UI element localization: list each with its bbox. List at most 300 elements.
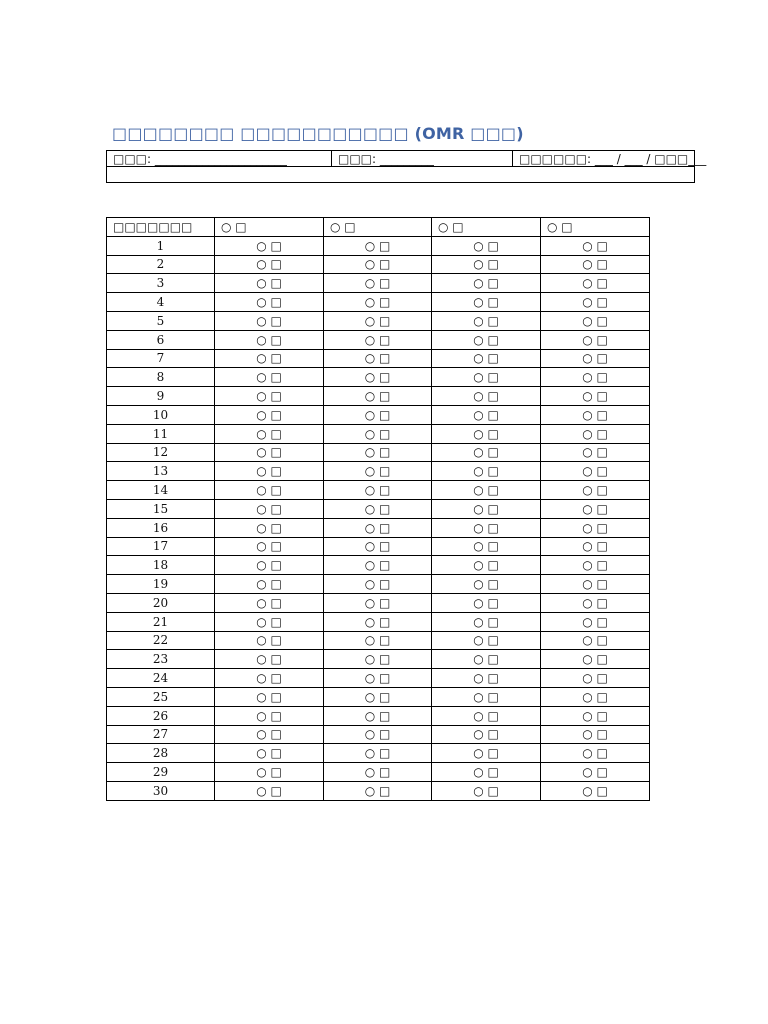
bubble-circle: ○ □ bbox=[582, 370, 608, 385]
bubble-circle: ○ □ bbox=[256, 332, 282, 347]
bubble-circle: ○ □ bbox=[256, 483, 282, 498]
bubble-circle: ○ □ bbox=[582, 595, 608, 610]
answer-bubble-option-1[interactable] bbox=[215, 499, 324, 518]
info-empty-row bbox=[107, 167, 695, 183]
table-row bbox=[107, 650, 650, 669]
grid-header-row bbox=[107, 218, 650, 237]
bubble-circle: ○ □ bbox=[582, 727, 608, 742]
bubble-circle: ○ □ bbox=[364, 746, 391, 761]
question-number: 7 bbox=[107, 349, 215, 368]
answer-bubble-option-3[interactable] bbox=[432, 236, 541, 255]
answer-bubble-option-4[interactable] bbox=[541, 349, 650, 368]
answer-bubble-option-4[interactable] bbox=[541, 255, 650, 274]
bubble-circle: ○ □ bbox=[256, 539, 282, 554]
answer-bubble-option-1[interactable] bbox=[215, 387, 324, 406]
bubble-circle: ○ □ bbox=[473, 727, 499, 742]
table-row bbox=[107, 424, 650, 443]
table-row bbox=[107, 669, 650, 688]
table-row bbox=[107, 593, 650, 612]
answer-bubble-option-1[interactable] bbox=[215, 537, 324, 556]
answer-bubble-option-1[interactable] bbox=[215, 274, 324, 293]
question-number: 24 bbox=[107, 669, 215, 688]
bubble-circle: ○ □ bbox=[582, 276, 608, 291]
question-number: 16 bbox=[107, 518, 215, 537]
answer-bubble-option-2[interactable] bbox=[324, 706, 432, 725]
bubble-circle: ○ □ bbox=[473, 370, 499, 385]
answer-bubble-option-2[interactable] bbox=[324, 612, 432, 631]
answer-bubble-option-1[interactable] bbox=[215, 575, 324, 594]
question-number: 13 bbox=[107, 462, 215, 481]
bubble-circle: ○ □ bbox=[473, 501, 499, 516]
answer-bubble-option-4[interactable] bbox=[541, 499, 650, 518]
answer-bubble-option-2[interactable] bbox=[324, 349, 432, 368]
answer-bubble-option-3[interactable] bbox=[432, 763, 541, 782]
bubble-circle: ○ □ bbox=[473, 238, 499, 253]
table-row bbox=[107, 349, 650, 368]
bubble-circle: ○ □ bbox=[256, 708, 282, 723]
answer-bubble-option-1[interactable] bbox=[215, 330, 324, 349]
table-row bbox=[107, 537, 650, 556]
answer-bubble-option-3[interactable] bbox=[432, 349, 541, 368]
answer-bubble-option-2[interactable] bbox=[324, 405, 432, 424]
answer-bubble-option-4[interactable] bbox=[541, 274, 650, 293]
name-blank: ______________________ bbox=[154, 151, 287, 166]
answer-bubble-option-3[interactable] bbox=[432, 744, 541, 763]
bubble-circle: ○ □ bbox=[582, 558, 608, 573]
bubble-circle: ○ □ bbox=[582, 332, 608, 347]
bubble-circle: ○ □ bbox=[582, 389, 608, 404]
answer-bubble-option-3[interactable] bbox=[432, 612, 541, 631]
bubble-circle: ○ □ bbox=[364, 332, 391, 347]
bubble-circle: ○ □ bbox=[364, 257, 391, 272]
answer-bubble-option-1[interactable] bbox=[215, 293, 324, 312]
question-number: 3 bbox=[107, 274, 215, 293]
bubble-circle: ○ □ bbox=[473, 765, 499, 779]
bubble-circle: ○ □ bbox=[364, 238, 391, 253]
bubble-circle: ○ □ bbox=[364, 370, 391, 385]
question-number: 21 bbox=[107, 612, 215, 631]
option-header-1: ○ □ bbox=[215, 218, 324, 237]
answer-bubble-option-3[interactable] bbox=[432, 575, 541, 594]
answer-bubble-option-4[interactable] bbox=[541, 612, 650, 631]
class-label: □□□: bbox=[338, 151, 377, 166]
bubble-circle: ○ □ bbox=[582, 445, 608, 460]
answer-bubble-option-2[interactable] bbox=[324, 330, 432, 349]
answer-bubble-option-4[interactable] bbox=[541, 518, 650, 537]
answer-bubble-option-4[interactable] bbox=[541, 781, 650, 800]
answer-bubble-option-1[interactable] bbox=[215, 349, 324, 368]
answer-bubble-option-2[interactable] bbox=[324, 537, 432, 556]
bubble-circle: ○ □ bbox=[256, 445, 282, 460]
answer-bubble-option-3[interactable] bbox=[432, 255, 541, 274]
question-number: 12 bbox=[107, 443, 215, 462]
bubble-circle: ○ □ bbox=[364, 295, 391, 310]
bubble-circle: ○ □ bbox=[582, 652, 608, 667]
answer-bubble-option-3[interactable] bbox=[432, 593, 541, 612]
question-number: 19 bbox=[107, 575, 215, 594]
answer-bubble-option-2[interactable] bbox=[324, 443, 432, 462]
answer-bubble-option-2[interactable] bbox=[324, 650, 432, 669]
question-number: 14 bbox=[107, 481, 215, 500]
bubble-circle: ○ □ bbox=[364, 445, 391, 460]
answer-bubble-option-1[interactable] bbox=[215, 593, 324, 612]
bubble-circle: ○ □ bbox=[364, 577, 391, 592]
bubble-circle: ○ □ bbox=[473, 558, 499, 573]
answer-bubble-option-1[interactable] bbox=[215, 669, 324, 688]
question-number: 29 bbox=[107, 763, 215, 782]
bubble-circle: ○ □ bbox=[364, 520, 391, 535]
bubble-circle: ○ □ bbox=[364, 783, 391, 798]
answer-bubble-option-1[interactable] bbox=[215, 706, 324, 725]
table-row bbox=[107, 387, 650, 406]
bubble-circle: ○ □ bbox=[473, 445, 499, 460]
answer-bubble-option-3[interactable] bbox=[432, 424, 541, 443]
table-row bbox=[107, 330, 650, 349]
answer-bubble-option-2[interactable] bbox=[324, 556, 432, 575]
bubble-circle: ○ □ bbox=[256, 727, 282, 742]
table-row bbox=[107, 462, 650, 481]
answer-bubble-option-2[interactable] bbox=[324, 424, 432, 443]
answer-bubble-option-2[interactable] bbox=[324, 631, 432, 650]
bubble-circle: ○ □ bbox=[473, 295, 499, 310]
bubble-circle: ○ □ bbox=[473, 783, 499, 798]
answer-bubble-option-3[interactable] bbox=[432, 725, 541, 744]
question-number: 1 bbox=[107, 236, 215, 255]
bubble-circle: ○ □ bbox=[256, 633, 282, 648]
question-number: 11 bbox=[107, 424, 215, 443]
answer-bubble-option-2[interactable] bbox=[324, 763, 432, 782]
answer-bubble-option-2[interactable] bbox=[324, 255, 432, 274]
bubble-circle: ○ □ bbox=[256, 577, 282, 592]
table-row bbox=[107, 481, 650, 500]
answer-bubble-option-3[interactable] bbox=[432, 368, 541, 387]
bubble-circle: ○ □ bbox=[582, 238, 608, 253]
bubble-circle: ○ □ bbox=[582, 295, 608, 310]
answer-bubble-option-3[interactable] bbox=[432, 405, 541, 424]
answer-bubble-option-4[interactable] bbox=[541, 481, 650, 500]
answer-bubble-option-2[interactable] bbox=[324, 499, 432, 518]
bubble-circle: ○ □ bbox=[473, 426, 499, 441]
answer-bubble-option-3[interactable] bbox=[432, 499, 541, 518]
bubble-circle: ○ □ bbox=[256, 464, 282, 479]
answer-bubble-option-2[interactable] bbox=[324, 518, 432, 537]
table-row bbox=[107, 236, 650, 255]
bubble-circle: ○ □ bbox=[256, 783, 282, 798]
answer-bubble-option-3[interactable] bbox=[432, 537, 541, 556]
answer-bubble-option-3[interactable] bbox=[432, 687, 541, 706]
question-number: 4 bbox=[107, 293, 215, 312]
answer-bubble-option-1[interactable] bbox=[215, 311, 324, 330]
answer-bubble-option-4[interactable] bbox=[541, 405, 650, 424]
bubble-circle: ○ □ bbox=[582, 426, 608, 441]
option-header-2: ○ □ bbox=[324, 218, 432, 237]
bubble-circle: ○ □ bbox=[582, 614, 608, 629]
answer-bubble-option-2[interactable] bbox=[324, 593, 432, 612]
bubble-circle: ○ □ bbox=[256, 671, 282, 686]
table-row bbox=[107, 293, 650, 312]
bubble-circle: ○ □ bbox=[256, 257, 282, 272]
bubble-circle: ○ □ bbox=[582, 671, 608, 686]
bubble-circle: ○ □ bbox=[256, 370, 282, 385]
answer-bubble-option-3[interactable] bbox=[432, 462, 541, 481]
question-number: 10 bbox=[107, 405, 215, 424]
bubble-circle: ○ □ bbox=[364, 501, 391, 516]
answer-bubble-option-3[interactable] bbox=[432, 781, 541, 800]
bubble-circle: ○ □ bbox=[473, 257, 499, 272]
bubble-circle: ○ □ bbox=[364, 351, 391, 366]
bubble-circle: ○ □ bbox=[473, 276, 499, 291]
answer-bubble-option-2[interactable] bbox=[324, 575, 432, 594]
question-number-header: □□□□□□□ bbox=[107, 218, 215, 237]
answer-bubble-option-2[interactable] bbox=[324, 274, 432, 293]
info-empty-cell bbox=[107, 167, 695, 183]
answer-bubble-option-2[interactable] bbox=[324, 725, 432, 744]
bubble-circle: ○ □ bbox=[473, 464, 499, 479]
table-row bbox=[107, 687, 650, 706]
question-number: 25 bbox=[107, 687, 215, 706]
answer-bubble-option-3[interactable] bbox=[432, 443, 541, 462]
answer-bubble-option-2[interactable] bbox=[324, 481, 432, 500]
answer-bubble-option-1[interactable] bbox=[215, 556, 324, 575]
date-label: □□□□□□: bbox=[519, 151, 592, 166]
answer-bubble-option-1[interactable] bbox=[215, 744, 324, 763]
bubble-circle: ○ □ bbox=[364, 727, 391, 742]
bubble-circle: ○ □ bbox=[473, 671, 499, 686]
info-row bbox=[107, 151, 695, 167]
answer-bubble-option-3[interactable] bbox=[432, 274, 541, 293]
answer-bubble-option-4[interactable] bbox=[541, 462, 650, 481]
bubble-circle: ○ □ bbox=[256, 689, 282, 704]
bubble-circle: ○ □ bbox=[256, 313, 282, 328]
answer-bubble-option-4[interactable] bbox=[541, 744, 650, 763]
bubble-circle: ○ □ bbox=[582, 746, 608, 761]
answer-bubble-option-4[interactable] bbox=[541, 706, 650, 725]
bubble-circle: ○ □ bbox=[364, 426, 391, 441]
bubble-circle: ○ □ bbox=[364, 671, 391, 686]
bubble-circle: ○ □ bbox=[473, 689, 499, 704]
answer-bubble-option-3[interactable] bbox=[432, 706, 541, 725]
option-header-3: ○ □ bbox=[432, 218, 541, 237]
answer-bubble-option-1[interactable] bbox=[215, 424, 324, 443]
bubble-circle: ○ □ bbox=[582, 520, 608, 535]
bubble-circle: ○ □ bbox=[256, 520, 282, 535]
bubble-circle: ○ □ bbox=[256, 389, 282, 404]
table-row bbox=[107, 725, 650, 744]
answer-bubble-option-4[interactable] bbox=[541, 631, 650, 650]
table-row bbox=[107, 781, 650, 800]
answer-bubble-option-2[interactable] bbox=[324, 669, 432, 688]
bubble-circle: ○ □ bbox=[256, 407, 282, 422]
answer-bubble-option-3[interactable] bbox=[432, 631, 541, 650]
answer-bubble-option-4[interactable] bbox=[541, 236, 650, 255]
answer-bubble-option-4[interactable] bbox=[541, 556, 650, 575]
answer-bubble-option-4[interactable] bbox=[541, 443, 650, 462]
answer-bubble-option-3[interactable] bbox=[432, 669, 541, 688]
table-row bbox=[107, 499, 650, 518]
table-row bbox=[107, 744, 650, 763]
bubble-circle: ○ □ bbox=[582, 577, 608, 592]
answer-bubble-option-1[interactable] bbox=[215, 687, 324, 706]
answer-bubble-option-2[interactable] bbox=[324, 781, 432, 800]
question-number: 22 bbox=[107, 631, 215, 650]
question-number: 28 bbox=[107, 744, 215, 763]
answer-bubble-option-4[interactable] bbox=[541, 311, 650, 330]
answer-bubble-option-1[interactable] bbox=[215, 781, 324, 800]
answer-bubble-option-4[interactable] bbox=[541, 687, 650, 706]
table-row bbox=[107, 575, 650, 594]
bubble-circle: ○ □ bbox=[473, 614, 499, 629]
bubble-circle: ○ □ bbox=[473, 520, 499, 535]
bubble-circle: ○ □ bbox=[364, 614, 391, 629]
answer-bubble-option-4[interactable] bbox=[541, 669, 650, 688]
table-row bbox=[107, 443, 650, 462]
bubble-circle: ○ □ bbox=[582, 633, 608, 648]
bubble-circle: ○ □ bbox=[473, 633, 499, 648]
answer-bubble-option-4[interactable] bbox=[541, 650, 650, 669]
bubble-circle: ○ □ bbox=[256, 295, 282, 310]
bubble-circle: ○ □ bbox=[364, 595, 391, 610]
answer-bubble-option-2[interactable] bbox=[324, 293, 432, 312]
bubble-circle: ○ □ bbox=[473, 313, 499, 328]
answer-bubble-option-1[interactable] bbox=[215, 650, 324, 669]
bubble-circle: ○ □ bbox=[582, 351, 608, 366]
answer-bubble-option-4[interactable] bbox=[541, 368, 650, 387]
bubble-circle: ○ □ bbox=[473, 577, 499, 592]
answer-bubble-option-4[interactable] bbox=[541, 537, 650, 556]
table-row bbox=[107, 706, 650, 725]
answer-bubble-option-3[interactable] bbox=[432, 293, 541, 312]
answer-bubble-option-1[interactable] bbox=[215, 725, 324, 744]
bubble-circle: ○ □ bbox=[256, 351, 282, 366]
bubble-circle: ○ □ bbox=[364, 539, 391, 554]
bubble-circle: ○ □ bbox=[256, 746, 282, 761]
bubble-circle: ○ □ bbox=[364, 652, 391, 667]
omr-answer-grid bbox=[106, 217, 650, 801]
answer-bubble-option-4[interactable] bbox=[541, 593, 650, 612]
class-field[interactable] bbox=[332, 151, 513, 167]
answer-bubble-option-1[interactable] bbox=[215, 405, 324, 424]
bubble-circle: ○ □ bbox=[364, 464, 391, 479]
bubble-circle: ○ □ bbox=[582, 407, 608, 422]
answer-bubble-option-3[interactable] bbox=[432, 481, 541, 500]
question-number: 23 bbox=[107, 650, 215, 669]
question-number: 9 bbox=[107, 387, 215, 406]
answer-bubble-option-1[interactable] bbox=[215, 255, 324, 274]
answer-bubble-option-1[interactable] bbox=[215, 462, 324, 481]
answer-bubble-option-1[interactable] bbox=[215, 612, 324, 631]
bubble-circle: ○ □ bbox=[364, 558, 391, 573]
table-row bbox=[107, 405, 650, 424]
question-number: 27 bbox=[107, 725, 215, 744]
table-row bbox=[107, 518, 650, 537]
bubble-circle: ○ □ bbox=[473, 407, 499, 422]
question-number: 2 bbox=[107, 255, 215, 274]
bubble-circle: ○ □ bbox=[473, 483, 499, 498]
bubble-circle: ○ □ bbox=[582, 765, 608, 779]
question-number: 17 bbox=[107, 537, 215, 556]
bubble-circle: ○ □ bbox=[473, 746, 499, 761]
bubble-circle: ○ □ bbox=[582, 708, 608, 723]
bubble-circle: ○ □ bbox=[473, 332, 499, 347]
name-label: □□□: bbox=[113, 151, 152, 166]
bubble-circle: ○ □ bbox=[582, 689, 608, 704]
answer-bubble-option-4[interactable] bbox=[541, 424, 650, 443]
table-row bbox=[107, 631, 650, 650]
form-title: □□□□□□□□ □□□□□□□□□□□ (OMR □□□) bbox=[112, 124, 524, 143]
question-number: 30 bbox=[107, 781, 215, 800]
question-number: 5 bbox=[107, 311, 215, 330]
answer-bubble-option-3[interactable] bbox=[432, 330, 541, 349]
bubble-circle: ○ □ bbox=[364, 276, 391, 291]
answer-bubble-option-4[interactable] bbox=[541, 387, 650, 406]
answer-bubble-option-1[interactable] bbox=[215, 481, 324, 500]
answer-bubble-option-1[interactable] bbox=[215, 368, 324, 387]
table-row bbox=[107, 255, 650, 274]
name-field[interactable] bbox=[107, 151, 332, 167]
answer-bubble-option-1[interactable] bbox=[215, 763, 324, 782]
answer-bubble-option-3[interactable] bbox=[432, 650, 541, 669]
answer-bubble-option-2[interactable] bbox=[324, 744, 432, 763]
bubble-circle: ○ □ bbox=[256, 426, 282, 441]
question-number: 20 bbox=[107, 593, 215, 612]
bubble-circle: ○ □ bbox=[364, 765, 391, 779]
answer-bubble-option-2[interactable] bbox=[324, 236, 432, 255]
student-info-table bbox=[106, 150, 707, 183]
class-blank: _________ bbox=[379, 151, 434, 166]
answer-bubble-option-4[interactable] bbox=[541, 293, 650, 312]
answer-bubble-option-1[interactable] bbox=[215, 518, 324, 537]
answer-bubble-option-4[interactable] bbox=[541, 763, 650, 782]
bubble-circle: ○ □ bbox=[364, 313, 391, 328]
answer-bubble-option-2[interactable] bbox=[324, 368, 432, 387]
bubble-circle: ○ □ bbox=[473, 652, 499, 667]
bubble-circle: ○ □ bbox=[473, 389, 499, 404]
bubble-circle: ○ □ bbox=[582, 313, 608, 328]
bubble-circle: ○ □ bbox=[582, 539, 608, 554]
bubble-circle: ○ □ bbox=[473, 595, 499, 610]
answer-bubble-option-3[interactable] bbox=[432, 387, 541, 406]
answer-bubble-option-1[interactable] bbox=[215, 631, 324, 650]
bubble-circle: ○ □ bbox=[364, 407, 391, 422]
bubble-circle: ○ □ bbox=[473, 539, 499, 554]
date-field[interactable] bbox=[513, 151, 707, 167]
answer-bubble-option-1[interactable] bbox=[215, 443, 324, 462]
answer-bubble-option-4[interactable] bbox=[541, 725, 650, 744]
answer-bubble-option-3[interactable] bbox=[432, 518, 541, 537]
answer-bubble-option-3[interactable] bbox=[432, 311, 541, 330]
question-number: 18 bbox=[107, 556, 215, 575]
table-row bbox=[107, 763, 650, 782]
question-number: 15 bbox=[107, 499, 215, 518]
answer-bubble-option-3[interactable] bbox=[432, 556, 541, 575]
bubble-circle: ○ □ bbox=[364, 708, 391, 723]
bubble-circle: ○ □ bbox=[582, 501, 608, 516]
bubble-circle: ○ □ bbox=[256, 652, 282, 667]
table-row bbox=[107, 612, 650, 631]
answer-bubble-option-1[interactable] bbox=[215, 236, 324, 255]
answer-bubble-option-2[interactable] bbox=[324, 687, 432, 706]
table-row bbox=[107, 274, 650, 293]
answer-bubble-option-2[interactable] bbox=[324, 462, 432, 481]
bubble-circle: ○ □ bbox=[364, 389, 391, 404]
bubble-circle: ○ □ bbox=[256, 276, 282, 291]
question-number: 8 bbox=[107, 368, 215, 387]
answer-bubble-option-4[interactable] bbox=[541, 575, 650, 594]
answer-bubble-option-2[interactable] bbox=[324, 387, 432, 406]
answer-bubble-option-2[interactable] bbox=[324, 311, 432, 330]
answer-bubble-option-4[interactable] bbox=[541, 330, 650, 349]
date-blank: ___ / ___ / □□□___ bbox=[594, 151, 707, 166]
